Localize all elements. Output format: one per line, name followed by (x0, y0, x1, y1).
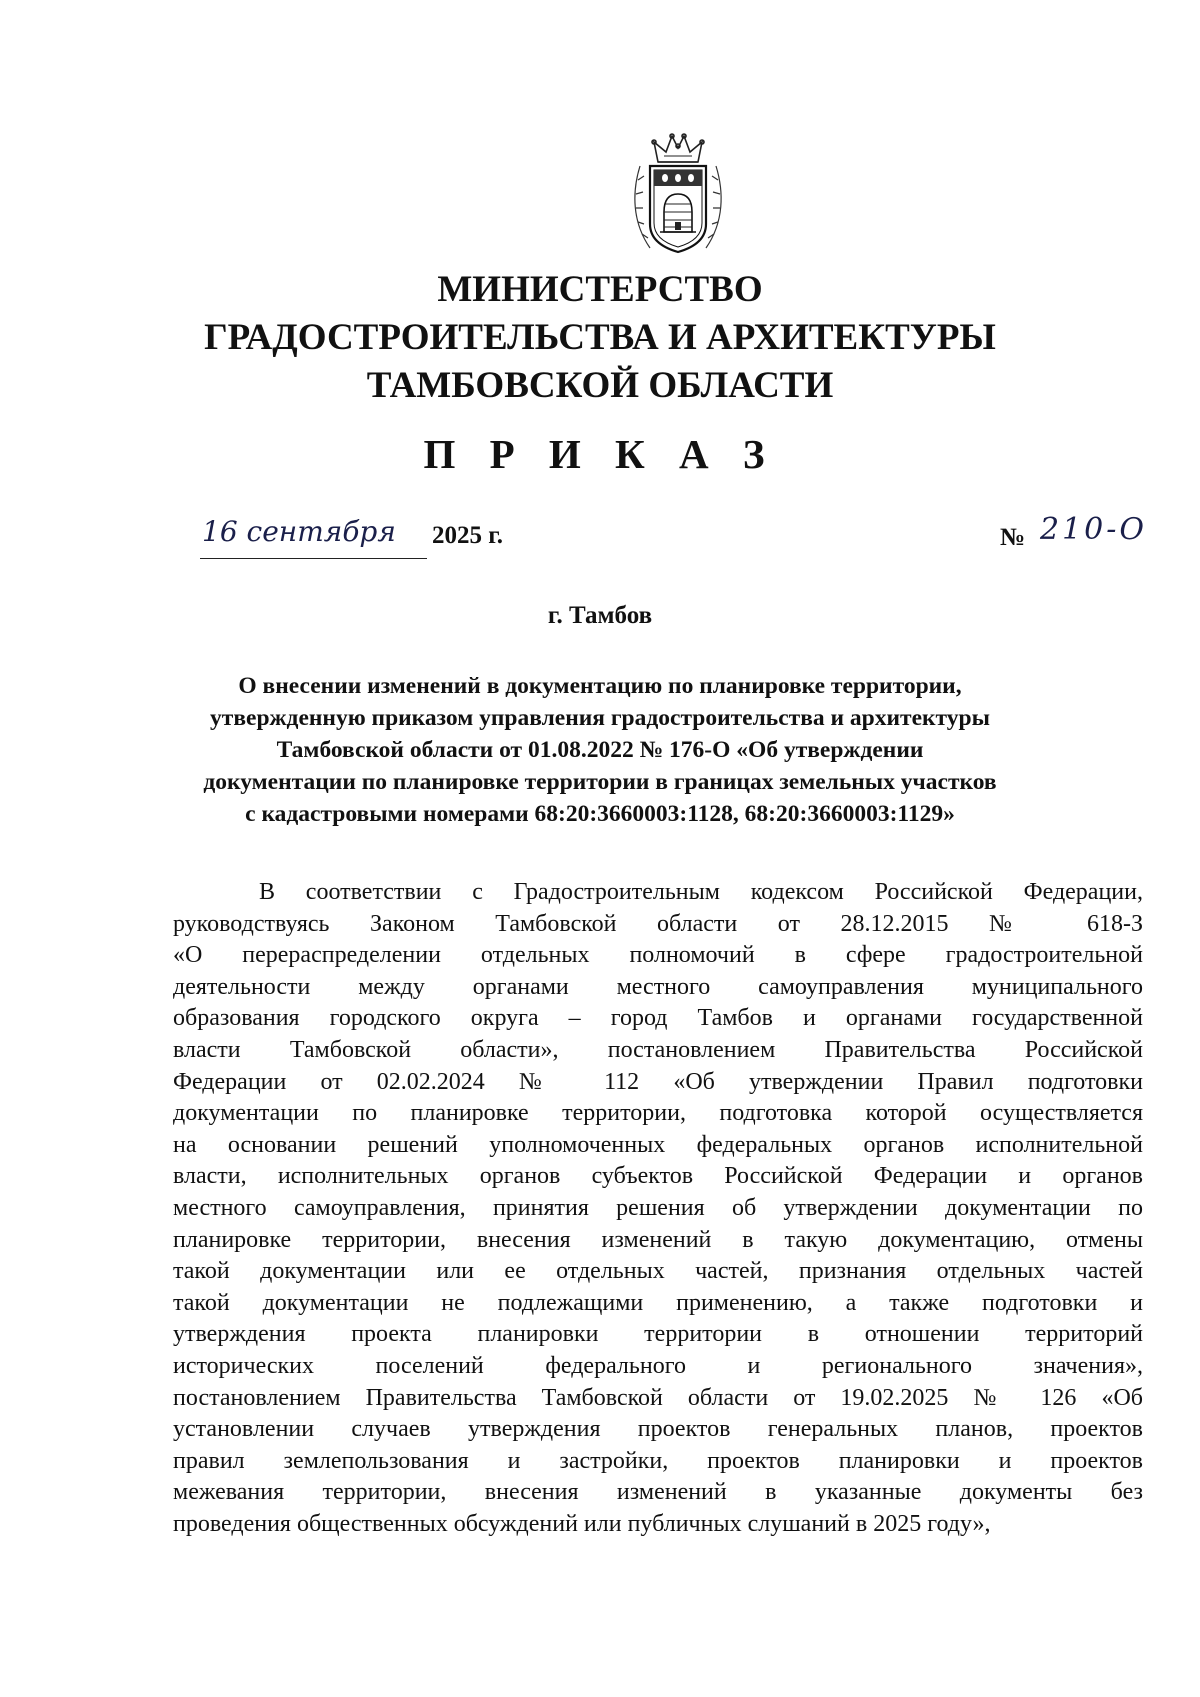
title-line: Тамбовской области от 01.08.2022 № 176-О «Об утверждении (276, 737, 924, 763)
body-line: планировке территории, внесения изменений в такую документацию, отмены (173, 1226, 1143, 1253)
body-line: на основании решений уполномоченных федеральных органов исполнительной (173, 1131, 1143, 1158)
document-date (200, 512, 520, 560)
body-line: постановлением Правительства Тамбовской области от 19.02.2025 № 126 «Об (173, 1384, 1143, 1411)
body-line: исторических поселений федерального и регионального значения», (173, 1352, 1143, 1379)
document-number (1000, 512, 1147, 560)
number-sign: № (1000, 524, 1026, 551)
ministry-name (200, 266, 1000, 410)
date-year: 2025 г. (432, 522, 504, 549)
ministry-line: ТАМБОВСКОЙ ОБЛАСТИ (366, 365, 834, 406)
body-line: власти, исполнительных органов субъектов Российской Федерации и органов (173, 1163, 1143, 1190)
body-line: руководствуясь Законом Тамбовской области от 28.12.2015 № 618-З (173, 910, 1143, 937)
handwritten-number: 210-О (1040, 512, 1147, 547)
title-line: с кадастровыми номерами 68:20:3660003:1128, 68:20:3660003:1129» (245, 801, 955, 827)
body-line: В соответствии с Градостроительным кодексом Российской Федерации, (259, 879, 1143, 905)
city: г. Тамбов (547, 602, 653, 629)
body-line: утверждения проекта планировки территории в отношении территорий (173, 1321, 1143, 1348)
title-line: документации по планировке территории в границах земельных участков (203, 769, 997, 795)
body-text (173, 877, 1143, 1540)
body-line: такой документации не подлежащими применению, а также подготовки и (173, 1289, 1143, 1316)
body-line: Федерации от 02.02.2024 № 112 «Об утверждении Правил подготовки (173, 1068, 1143, 1095)
body-line: деятельности между органами местного самоуправления муниципального (173, 973, 1143, 1000)
title-line: О внесении изменений в документацию по планировке территории, (238, 673, 962, 699)
title-line: утвержденную приказом управления градостроительства и архитектуры (210, 705, 990, 731)
document-type: П Р И К А З (423, 431, 777, 477)
body-line: правил землепользования и застройки, проектов планировки и проектов (173, 1447, 1143, 1474)
body-line: «О перераспределении отдельных полномочий в сфере градостроительной (173, 942, 1143, 969)
body-line: такой документации или ее отдельных частей, признания отдельных частей (173, 1258, 1143, 1285)
ministry-line: ГРАДОСТРОИТЕЛЬСТВА И АРХИТЕКТУРЫ (204, 317, 996, 358)
ministry-line: МИНИСТЕРСТВО (437, 269, 763, 310)
body-line: установлении случаев утверждения проектов генеральных планов, проектов (173, 1416, 1143, 1443)
body-line: межевания территории, внесения изменений в указанные документы без (173, 1479, 1143, 1506)
coat-of-arms-icon (628, 132, 728, 260)
body-line: местного самоуправления, принятия решения об утверждении документации по (173, 1194, 1143, 1221)
body-line: проведения общественных обсуждений или публичных слушаний в 2025 году», (173, 1510, 991, 1537)
handwritten-date: 16 сентября (200, 512, 427, 559)
body-line: образования городского округа – город Тамбов и органами государственной (173, 1005, 1143, 1032)
document-title (155, 670, 1045, 830)
body-line: власти Тамбовской области», постановлением Правительства Российской (173, 1036, 1143, 1063)
body-line: документации по планировке территории, подготовка которой осуществляется (173, 1100, 1143, 1127)
